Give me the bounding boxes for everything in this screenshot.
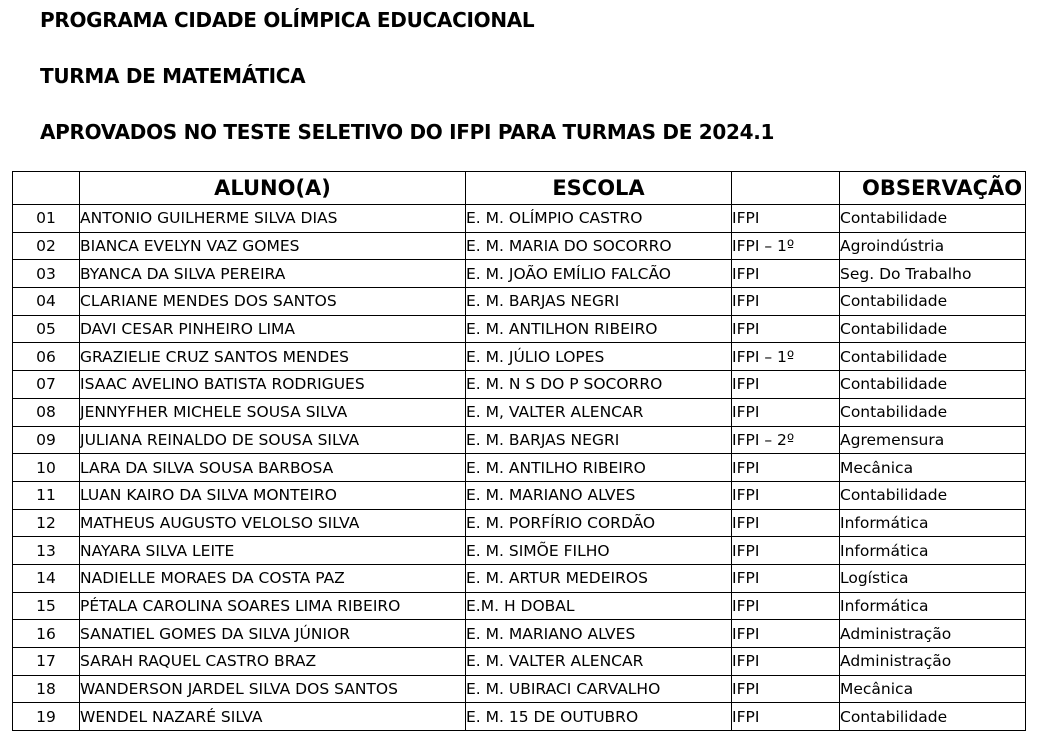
- school-name: E. M. 15 DE OUTUBRO: [466, 703, 732, 731]
- student-name: DAVI CESAR PINHEIRO LIMA: [80, 315, 466, 343]
- school-name: E. M. SIMÕE FILHO: [466, 537, 732, 565]
- row-number: 14: [13, 564, 80, 592]
- school-name: E. M. PORFÍRIO CORDÃO: [466, 509, 732, 537]
- row-number: 06: [13, 343, 80, 371]
- institution: IFPI: [732, 315, 840, 343]
- student-name: NADIELLE MORAES DA COSTA PAZ: [80, 564, 466, 592]
- institution: IFPI: [732, 205, 840, 233]
- institution: IFPI: [732, 537, 840, 565]
- institution: IFPI: [732, 481, 840, 509]
- student-name: LUAN KAIRO DA SILVA MONTEIRO: [80, 481, 466, 509]
- student-name: SARAH RAQUEL CASTRO BRAZ: [80, 648, 466, 676]
- table-row: [13, 205, 1026, 233]
- school-name: E. M. MARIANO ALVES: [466, 620, 732, 648]
- student-name: NAYARA SILVA LEITE: [80, 537, 466, 565]
- table-row: [13, 564, 1026, 592]
- institution: IFPI – 2º: [732, 426, 840, 454]
- course-observation: Contabilidade: [840, 343, 1026, 371]
- row-number: 10: [13, 454, 80, 482]
- row-number: 13: [13, 537, 80, 565]
- school-name: E. M. VALTER ALENCAR: [466, 648, 732, 676]
- course-observation: Contabilidade: [840, 398, 1026, 426]
- row-number: 05: [13, 315, 80, 343]
- course-observation: Seg. Do Trabalho: [840, 260, 1026, 288]
- table-row: [13, 509, 1026, 537]
- institution: IFPI: [732, 648, 840, 676]
- course-observation: Contabilidade: [840, 371, 1026, 399]
- row-number: 11: [13, 481, 80, 509]
- school-name: E. M. MARIA DO SOCORRO: [466, 232, 732, 260]
- table-row: [13, 592, 1026, 620]
- course-observation: Administração: [840, 648, 1026, 676]
- institution: IFPI: [732, 371, 840, 399]
- institution: IFPI – 1º: [732, 343, 840, 371]
- student-name: CLARIANE MENDES DOS SANTOS: [80, 288, 466, 316]
- table-row: [13, 343, 1026, 371]
- course-observation: Agroindústria: [840, 232, 1026, 260]
- institution: IFPI – 1º: [732, 232, 840, 260]
- row-number: 01: [13, 205, 80, 233]
- row-number: 04: [13, 288, 80, 316]
- student-name: BYANCA DA SILVA PEREIRA: [80, 260, 466, 288]
- institution: IFPI: [732, 703, 840, 731]
- class-title: TURMA DE MATEMÁTICA: [40, 64, 306, 88]
- row-number: 19: [13, 703, 80, 731]
- student-name: WANDERSON JARDEL SILVA DOS SANTOS: [80, 675, 466, 703]
- course-observation: Contabilidade: [840, 481, 1026, 509]
- table-row: [13, 232, 1026, 260]
- institution-column-header: [732, 172, 840, 205]
- institution: IFPI: [732, 620, 840, 648]
- table-row: [13, 537, 1026, 565]
- course-observation: Informática: [840, 537, 1026, 565]
- number-column-header: [13, 172, 80, 205]
- table-row: [13, 620, 1026, 648]
- school-name: E. M. ARTUR MEDEIROS: [466, 564, 732, 592]
- school-name: E.M. H DOBAL: [466, 592, 732, 620]
- observation-column-header: OBSERVAÇÃO: [840, 172, 1026, 205]
- table-row: [13, 371, 1026, 399]
- row-number: 18: [13, 675, 80, 703]
- institution: IFPI: [732, 675, 840, 703]
- row-number: 02: [13, 232, 80, 260]
- student-name: SANATIEL GOMES DA SILVA JÚNIOR: [80, 620, 466, 648]
- table-row: [13, 481, 1026, 509]
- course-observation: Informática: [840, 592, 1026, 620]
- course-observation: Mecânica: [840, 454, 1026, 482]
- student-name: BIANCA EVELYN VAZ GOMES: [80, 232, 466, 260]
- student-name: JULIANA REINALDO DE SOUSA SILVA: [80, 426, 466, 454]
- institution: IFPI: [732, 592, 840, 620]
- student-name: GRAZIELIE CRUZ SANTOS MENDES: [80, 343, 466, 371]
- row-number: 12: [13, 509, 80, 537]
- course-observation: Contabilidade: [840, 703, 1026, 731]
- student-name: PÉTALA CAROLINA SOARES LIMA RIBEIRO: [80, 592, 466, 620]
- table-row: [13, 398, 1026, 426]
- student-name: ISAAC AVELINO BATISTA RODRIGUES: [80, 371, 466, 399]
- row-number: 03: [13, 260, 80, 288]
- institution: IFPI: [732, 288, 840, 316]
- row-number: 15: [13, 592, 80, 620]
- table-row: [13, 454, 1026, 482]
- table-row: [13, 315, 1026, 343]
- institution: IFPI: [732, 564, 840, 592]
- school-name: E. M. N S DO P SOCORRO: [466, 371, 732, 399]
- student-name: LARA DA SILVA SOUSA BARBOSA: [80, 454, 466, 482]
- course-observation: Contabilidade: [840, 205, 1026, 233]
- approved-subtitle: APROVADOS NO TESTE SELETIVO DO IFPI PARA TURMAS DE 2024.1: [40, 120, 775, 144]
- school-name: E. M. OLÍMPIO CASTRO: [466, 205, 732, 233]
- student-name: JENNYFHER MICHELE SOUSA SILVA: [80, 398, 466, 426]
- row-number: 09: [13, 426, 80, 454]
- institution: IFPI: [732, 509, 840, 537]
- course-observation: Logística: [840, 564, 1026, 592]
- table-row: [13, 648, 1026, 676]
- student-name: ANTONIO GUILHERME SILVA DIAS: [80, 205, 466, 233]
- school-name: E. M. JOÃO EMÍLIO FALCÃO: [466, 260, 732, 288]
- course-observation: Mecânica: [840, 675, 1026, 703]
- course-observation: Contabilidade: [840, 288, 1026, 316]
- table-row: [13, 288, 1026, 316]
- course-observation: Administração: [840, 620, 1026, 648]
- approved-students-table: [12, 171, 1026, 731]
- school-name: E. M. BARJAS NEGRI: [466, 288, 732, 316]
- row-number: 08: [13, 398, 80, 426]
- institution: IFPI: [732, 398, 840, 426]
- student-name: MATHEUS AUGUSTO VELOLSO SILVA: [80, 509, 466, 537]
- school-name: E. M. ANTILHO RIBEIRO: [466, 454, 732, 482]
- school-name: E. M. ANTILHON RIBEIRO: [466, 315, 732, 343]
- table-row: [13, 675, 1026, 703]
- row-number: 17: [13, 648, 80, 676]
- table-row: [13, 426, 1026, 454]
- table-row: [13, 260, 1026, 288]
- table-body: [13, 205, 1026, 731]
- school-name: E. M. MARIANO ALVES: [466, 481, 732, 509]
- course-observation: Contabilidade: [840, 315, 1026, 343]
- school-name: E. M, VALTER ALENCAR: [466, 398, 732, 426]
- institution: IFPI: [732, 454, 840, 482]
- student-column-header: ALUNO(A): [80, 172, 466, 205]
- school-name: E. M. BARJAS NEGRI: [466, 426, 732, 454]
- course-observation: Informática: [840, 509, 1026, 537]
- table-row: [13, 703, 1026, 731]
- student-name: WENDEL NAZARÉ SILVA: [80, 703, 466, 731]
- school-column-header: ESCOLA: [466, 172, 732, 205]
- row-number: 07: [13, 371, 80, 399]
- row-number: 16: [13, 620, 80, 648]
- institution: IFPI: [732, 260, 840, 288]
- program-title: PROGRAMA CIDADE OLÍMPICA EDUCACIONAL: [40, 8, 535, 32]
- school-name: E. M. JÚLIO LOPES: [466, 343, 732, 371]
- table-header-row: [13, 172, 1026, 205]
- course-observation: Agremensura: [840, 426, 1026, 454]
- school-name: E. M. UBIRACI CARVALHO: [466, 675, 732, 703]
